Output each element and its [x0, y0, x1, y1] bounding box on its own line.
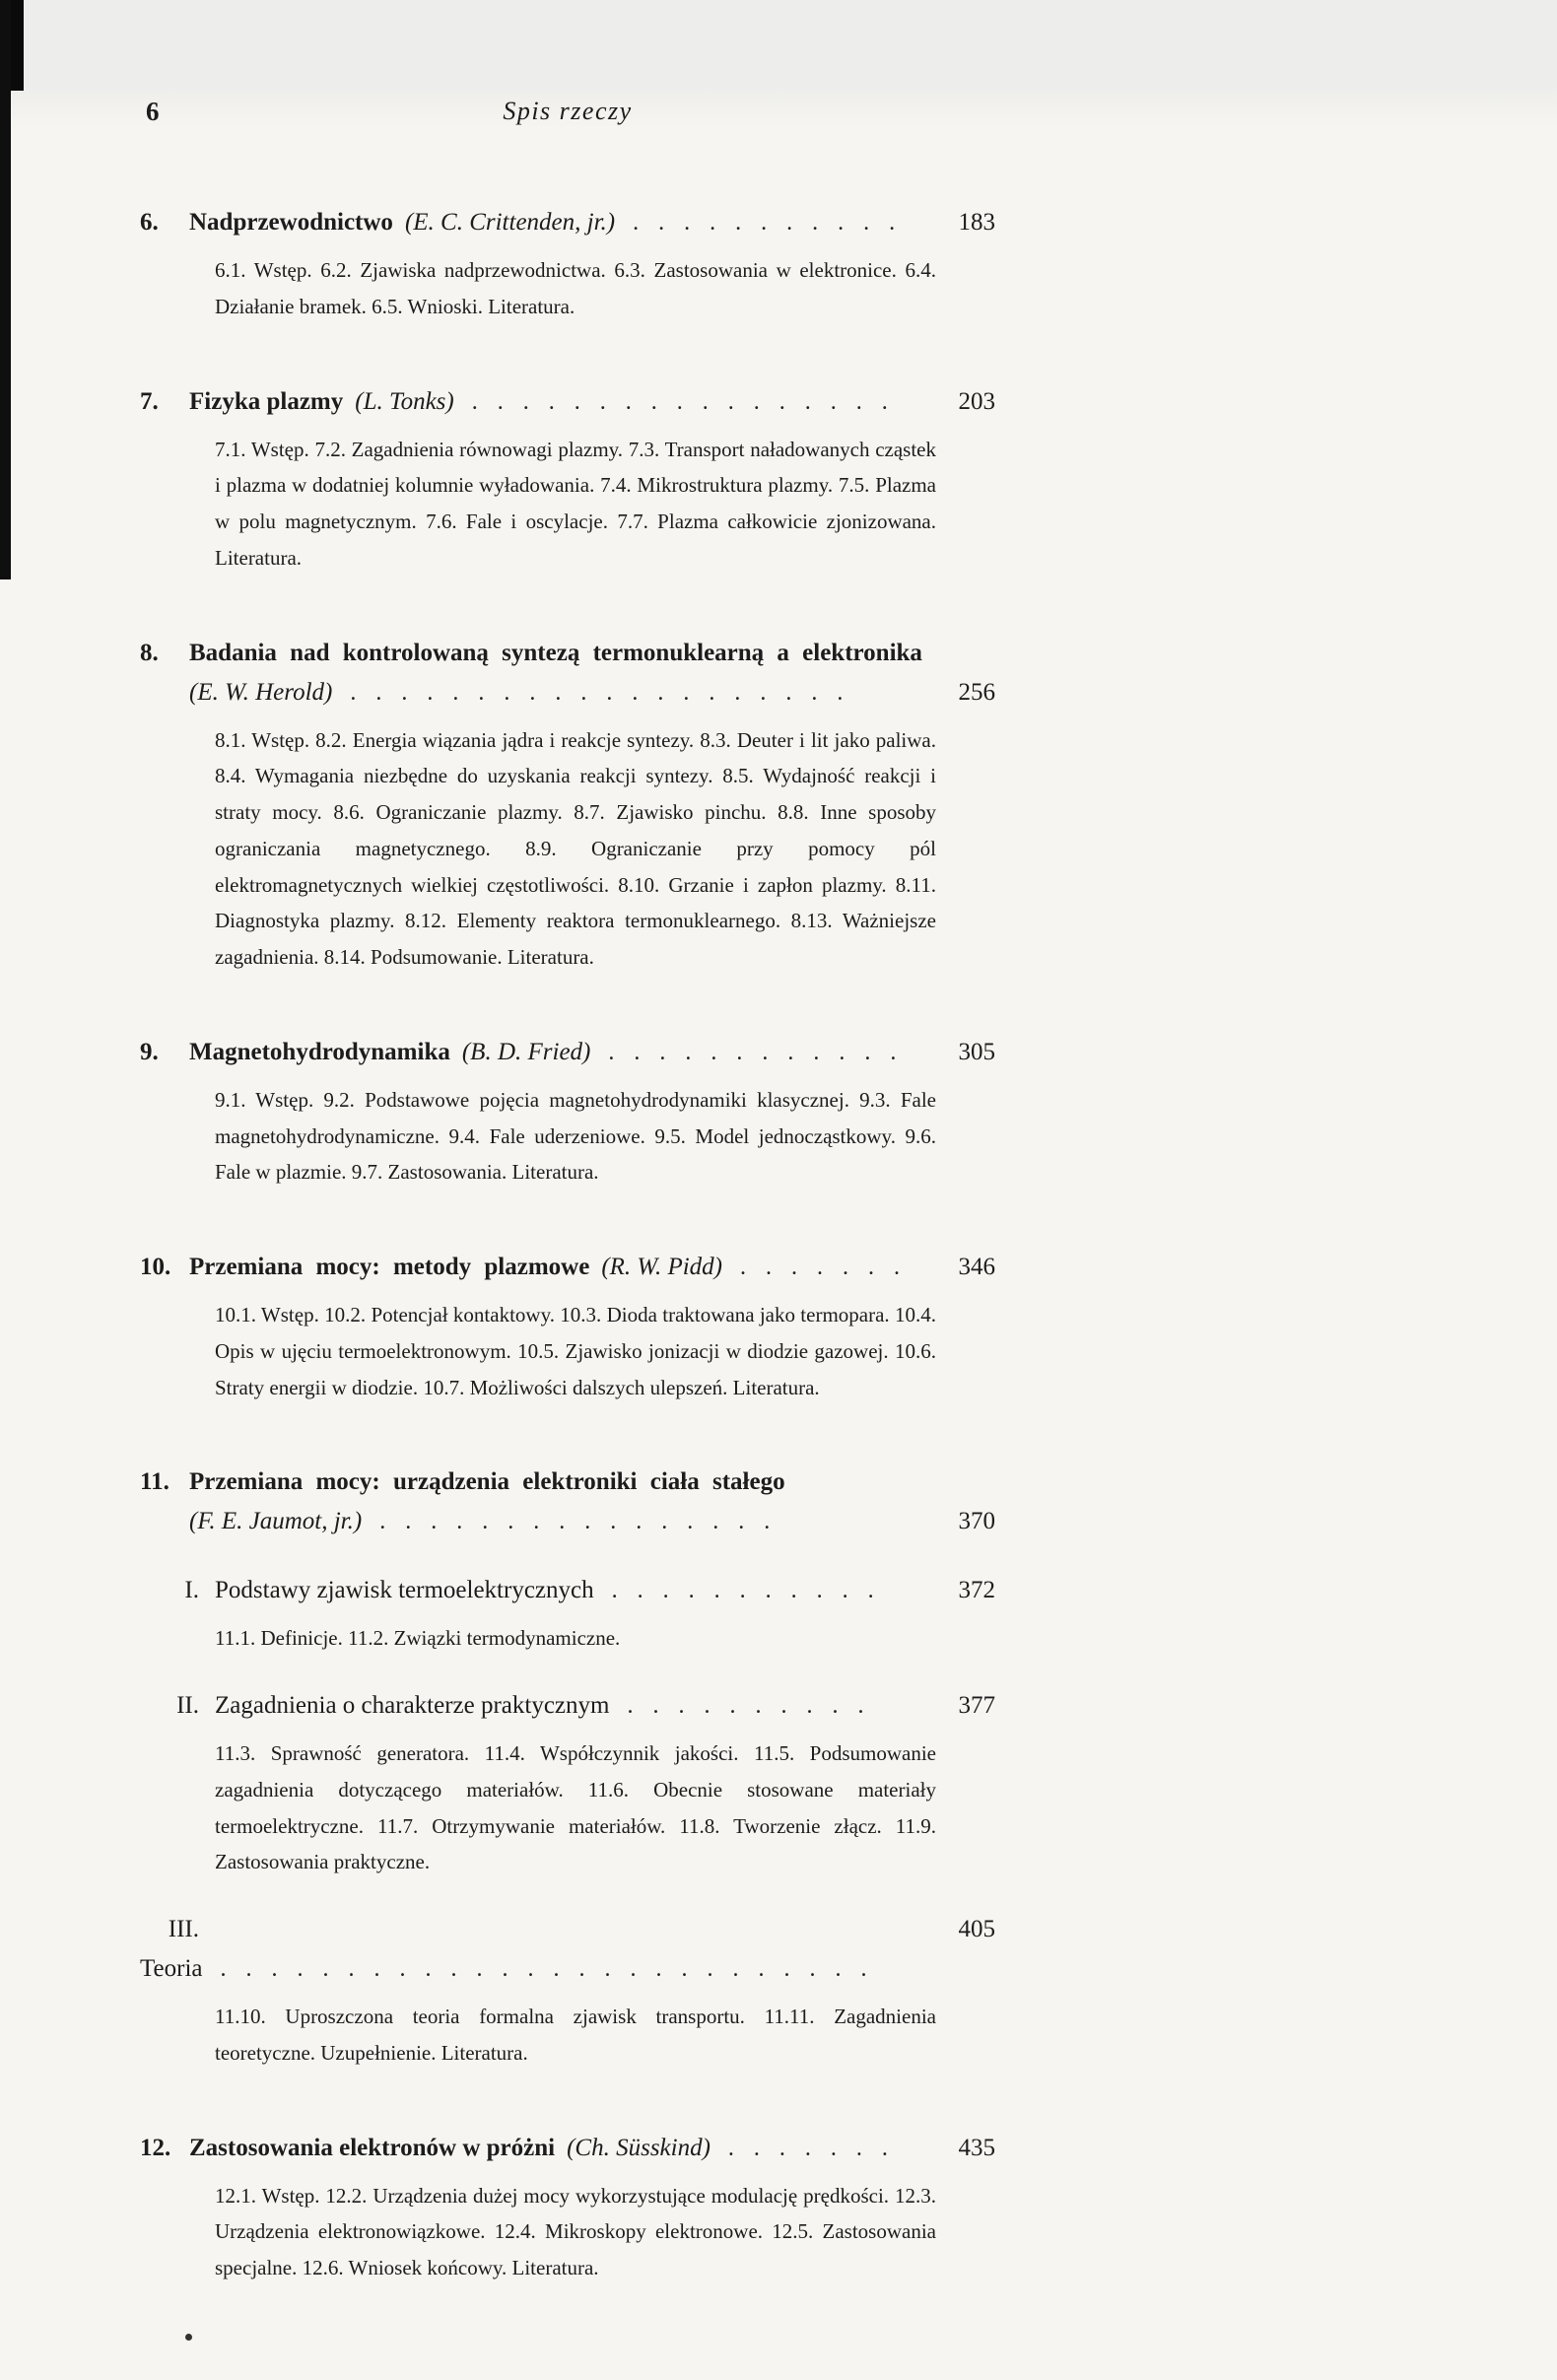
subentry-title: Teoria	[140, 1955, 203, 1982]
entry-description: 6.1. Wstęp. 6.2. Zjawiska nadprzewodnictwa. 6.3. Zastosowania w elektronice. 6.4. Działanie bramek. 6.5. Wnioski. Literatura.	[215, 258, 936, 318]
entry-description: 8.1. Wstęp. 8.2. Energia wiązania jądra i reakcje syntezy. 8.3. Deuter i lit jako paliwa. 8.4. Wymagania niezbędne do uzyskania reakcji syntezy. 8.5. Wydajność reakcji i straty mocy. 8.6. Ograniczanie plazmy. 8.7. Zjawisko pinchu. 8.8. Inne sposoby ograniczania magnetycznego. 8.9. Ograniczanie przy pomocy pól elektromagnetycznych wielkiej częstotliwości. 8.10. Grzanie i zapłon plazmy. 8.11. Diagnostyka plazmy. 8.12. Elementy reaktora termonuklearnego. 8.13. Ważniejsze zagadnienia. 8.14. Podsumowanie. Literatura.	[215, 727, 936, 969]
entry-heading-line	[140, 203, 995, 242]
entry-title: Magnetohydrodynamika	[189, 1038, 450, 1065]
toc-entry	[140, 1248, 995, 1405]
entry-number: 8.	[140, 639, 159, 666]
page-number: 6	[146, 97, 160, 126]
entry-number: 10.	[140, 1254, 171, 1280]
entry-page-number: 372	[958, 1577, 995, 1604]
toc-entry	[140, 1033, 995, 1190]
entry-number: 6.	[140, 209, 159, 236]
subentry-number: I.	[184, 1577, 199, 1604]
entry-title: Zastosowania elektronów w próżni	[189, 2134, 556, 2161]
subentry-title: Podstawy zjawisk termoelektrycznych	[215, 1577, 594, 1604]
entry-author: (L. Tonks)	[355, 387, 454, 415]
subentry-heading-line	[140, 1910, 995, 1989]
toc-entries	[140, 203, 995, 2286]
toc-entry	[140, 634, 995, 976]
entry-author: (Ch. Süsskind)	[567, 2134, 711, 2161]
entry-title: Nadprzewodnictwo	[189, 209, 393, 236]
entry-title: Przemiana mocy: metody plazmowe	[189, 1254, 590, 1280]
toc-subentry	[140, 1686, 995, 1880]
entry-number: 12.	[140, 2134, 171, 2161]
entry-heading-line	[140, 1033, 995, 1072]
entry-page-number: 305	[958, 1038, 995, 1065]
entry-title: Fizyka plazmy	[189, 387, 344, 415]
entry-author: (R. W. Pidd)	[601, 1254, 722, 1280]
entry-number: 11.	[140, 1468, 169, 1496]
subentry-description: 11.3. Sprawność generatora. 11.4. Współczynnik jakości. 11.5. Podsumowanie zagadnienia dotyczącego materiałów. 11.6. Obecnie stosowane materiały termoelektryczne. 11.7. Otrzymywanie materiałów. 11.8. Tworzenie złącz. 11.9. Zastosowania praktyczne.	[215, 1741, 936, 1874]
leader-dots: . . . . . . . . . . .	[611, 1578, 878, 1604]
subentry-heading-line	[140, 1571, 995, 1610]
entry-description: 10.1. Wstęp. 10.2. Potencjał kontaktowy. 10.3. Dioda traktowana jako termopara. 10.4. Opis w ujęciu termoelektronowym. 10.5. Zjawisko jonizacji w diodzie gazowej. 10.6. Straty energii w diodzie. 10.7. Możliwości dalszych ulepszeń. Literatura.	[215, 1303, 936, 1399]
entry-page-number: 183	[958, 209, 995, 236]
subentry-number: III.	[168, 1916, 199, 1942]
entry-page-number: 346	[958, 1254, 995, 1280]
leader-dots: . . . . . . . . . .	[627, 1693, 868, 1719]
entry-number: 9.	[140, 1038, 159, 1065]
subentry-description: 11.1. Definicje. 11.2. Związki termodynamiczne.	[215, 1626, 621, 1651]
entry-author: (F. E. Jaumot, jr.)	[189, 1508, 363, 1535]
toc-entry	[140, 2129, 995, 2286]
subentry-description: 11.10. Uproszczona teoria formalna zjawisk transportu. 11.11. Zagadnienia teoretyczne. Uzupełnienie. Literatura.	[215, 2005, 936, 2065]
leader-dots: . . . . . . . . . . . . . . . . . . . .	[350, 679, 847, 706]
entry-page-number: 370	[958, 1508, 995, 1535]
toc-entry	[140, 1462, 995, 2071]
entry-description: 9.1. Wstęp. 9.2. Podstawowe pojęcia magnetohydrodynamiki klasycznej. 9.3. Fale magnetohydrodynamiczne. 9.4. Fale uderzeniowe. 9.5. Model jednocząstkowy. 9.6. Fale w plazmie. 9.7. Zastosowania. Literatura.	[215, 1087, 936, 1185]
entry-heading-line	[140, 1502, 995, 1541]
entry-page-number: 435	[958, 2134, 995, 2161]
leader-dots: . . . . . . . . . . .	[633, 210, 900, 236]
subentry-title: Zagadnienia o charakterze praktycznym	[215, 1692, 610, 1719]
toc-subentry	[140, 1571, 995, 1657]
entry-author: (E. C. Crittenden, jr.)	[404, 209, 616, 236]
leader-dots: . . . . . . . . . . . .	[608, 1039, 901, 1065]
table-of-contents	[140, 97, 995, 2344]
toc-subentry	[140, 1910, 995, 2072]
entry-page-number: 203	[958, 387, 995, 415]
toc-entry	[140, 203, 995, 325]
entry-heading-line	[140, 1462, 995, 1502]
page-title: Spis rzeczy	[503, 97, 633, 125]
entry-title: Przemiana mocy: urządzenia elektroniki ciała stałego	[189, 1468, 785, 1496]
leader-dots: . . . . . . .	[739, 1255, 904, 1280]
leader-dots: . . . . . . . . . . . . . . . . .	[471, 388, 892, 415]
entry-heading-line	[140, 2129, 995, 2168]
entry-page-number: 405	[958, 1916, 995, 1942]
leader-dots: . . . . . . . . . . . . . . . .	[379, 1509, 775, 1535]
toc-entry	[140, 382, 995, 577]
entry-title: Badania nad kontrolowaną syntezą termonuklearną a elektronika	[189, 639, 922, 666]
scan-edge-artifact	[0, 0, 11, 579]
leader-dots: . . . . . . .	[727, 2135, 892, 2161]
entry-heading-line	[140, 673, 995, 713]
entry-page-number: 377	[958, 1692, 995, 1719]
subentry-heading-line	[140, 1686, 995, 1726]
entry-author: (E. W. Herold)	[189, 678, 333, 706]
entry-author: (B. D. Fried)	[461, 1038, 591, 1065]
entry-heading-line	[140, 1248, 995, 1287]
entry-heading-line	[140, 382, 995, 422]
entry-page-number: 256	[958, 678, 995, 706]
entry-heading-line	[140, 634, 995, 673]
entry-number: 7.	[140, 387, 159, 415]
entry-description: 12.1. Wstęp. 12.2. Urządzenia dużej mocy wykorzystujące modulację prędkości. 12.3. Urządzenia elektronowiązkowe. 12.4. Mikroskopy elektronowe. 12.5. Zastosowania specjalne. 12.6. Wniosek końcowy. Literatura.	[215, 2183, 936, 2279]
running-head	[140, 97, 995, 134]
subentry-number: II.	[176, 1692, 199, 1719]
leader-dots: . . . . . . . . . . . . . . . . . . . . . . . . . .	[220, 1956, 871, 1982]
entry-description: 7.1. Wstęp. 7.2. Zagadnienia równowagi plazmy. 7.3. Transport naładowanych cząstek i plazma w dodatniej kolumnie wyładowania. 7.4. Mikrostruktura plazmy. 7.5. Plazma w polu magnetycznym. 7.6. Fale i oscylacje. 7.7. Plazma całkowicie zjonizowana. Literatura.	[215, 437, 936, 570]
